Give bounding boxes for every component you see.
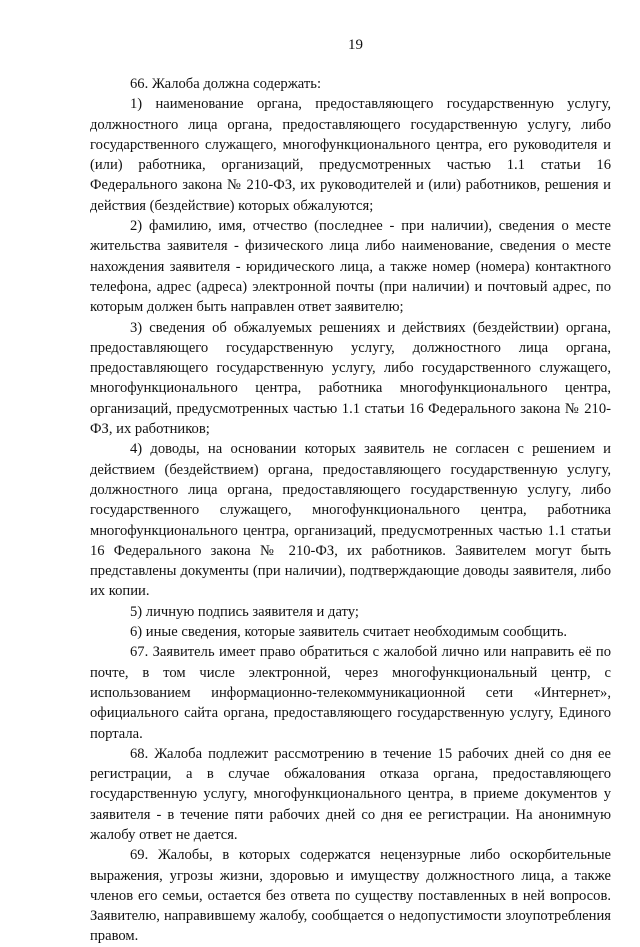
paragraph-67: 67. Заявитель имеет право обратиться с жалобой лично или направить её по почте, в том числе электронной, через многофункциональный центр, с использованием информационно-телекоммуникационной сети «Интернет», официального сайта органа, предоставляющего государственную услугу, Единого портала. <box>90 644 611 742</box>
paragraph-66-item-1: 1) наименование органа, предоставляющего государственную услугу, должностного лица органа, предоставляющего государственную услугу, либо государственного служащего, многофункционального центра, его руководителя и (или) работника, организаций, предусмотренных частью 1.1 статьи 16 Федерального закона № 210-ФЗ, их руководителей и (или) работников, решения и действия (бездействие) которых обжалуются; <box>90 96 611 214</box>
page-number: 19 <box>348 37 363 53</box>
paragraph-66-item-4: 4) доводы, на основании которых заявитель не согласен с решением и действием (бездействием) органа, предоставляющего государственную услугу, должностного лица органа, предоставляющего государственную услугу, либо государственного служащего, многофункционального центра, работника многофункционального центра, организаций, предусмотренных частью 1.1 статьи 16 Федерального закона № 210-ФЗ, их работников. Заявителем могут быть представлены документы (при наличии), подтверждающие доводы заявителя, либо их копии. <box>90 441 611 600</box>
paragraph-66-item-3: 3) сведения об обжалуемых решениях и действиях (бездействии) органа, предоставляющего государственную услугу, должностного лица органа, предоставляющего государственную услугу, либо государственного служащего, многофункционального центра, работника многофункционального центра, организаций, предусмотренных частью 1.1 статьи 16 Федерального закона № 210-ФЗ, их работников; <box>90 319 611 438</box>
document-page <box>90 36 611 947</box>
paragraph-66-item-2: 2) фамилию, имя, отчество (последнее - при наличии), сведения о месте жительства заявителя - физического лица либо наименование, сведения о месте нахождения заявителя - юридического лица, а также номер (номера) контактного телефона, адрес (адреса) электронной почты (при наличии) и почтовый адрес, по которым должен быть направлен ответ заявителю; <box>90 218 611 316</box>
paragraph-68: 68. Жалоба подлежит рассмотрению в течение 15 рабочих дней со дня ее регистрации, а в случае обжалования отказа органа, предоставляющего государственную услугу, многофункционального центра, в приеме документов у заявителя - в течение пяти рабочих дней со дня ее регистрации. На анонимную жалобу ответ не дается. <box>90 745 611 843</box>
paragraph-66-heading: 66. Жалоба должна содержать: <box>130 76 321 92</box>
paragraph-69: 69. Жалобы, в которых содержатся нецензурные либо оскорбительные выражения, угрозы жизни, здоровью и имуществу должностного лица, а также членов его семьи, остается без ответа по существу поставленных в ней вопросов. Заявителю, направившему жалобу, сообщается о недопустимости злоупотребления правом. <box>90 847 611 945</box>
paragraph-66-item-5: 5) личную подпись заявителя и дату; <box>130 603 359 620</box>
paragraph-66-item-6: 6) иные сведения, которые заявитель считает необходимым сообщить. <box>130 624 568 641</box>
